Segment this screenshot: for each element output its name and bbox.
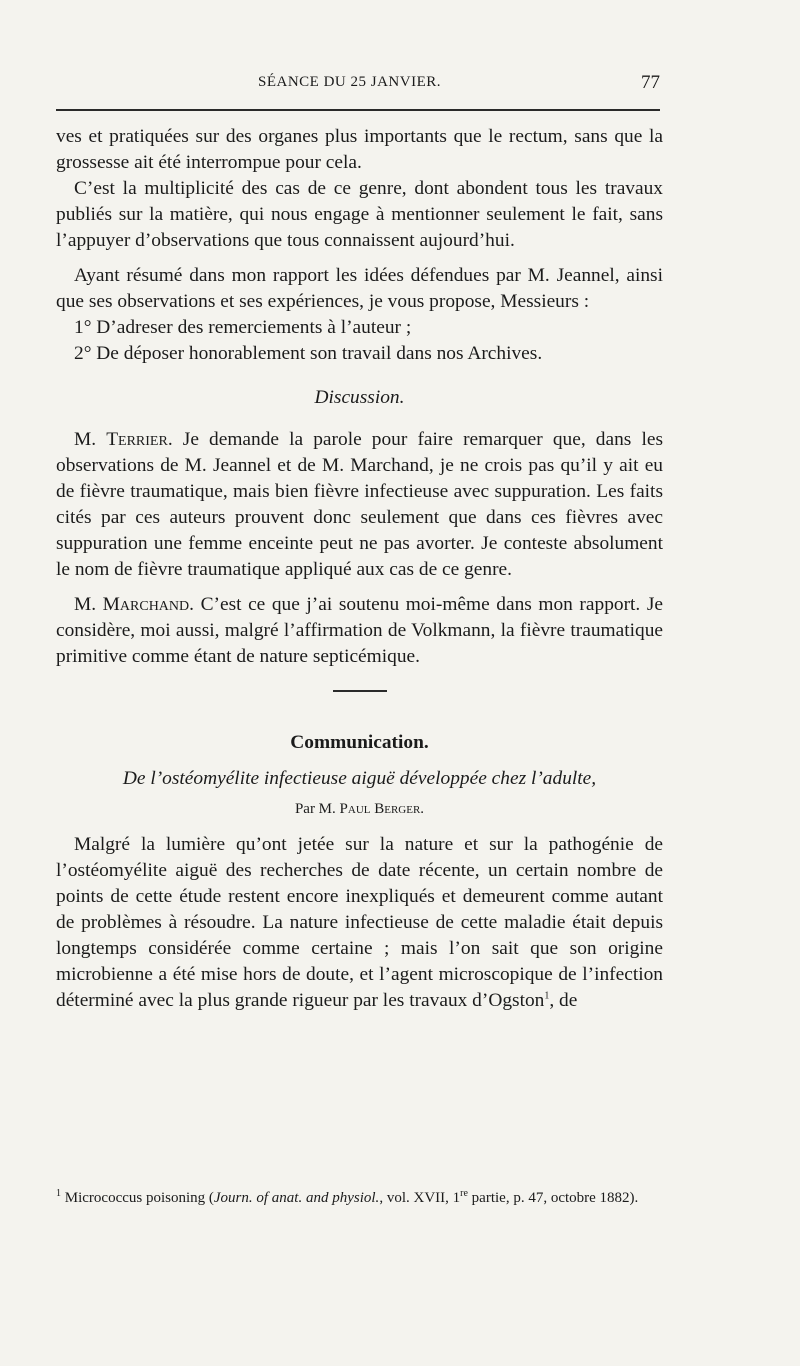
section-divider	[333, 690, 387, 692]
paragraph-multiplicite: C’est la multiplicité des cas de ce genre, dont abondent tous les travaux publiés sur la matière, qui nous engage à mentionner seulement le fait, sans l’appuyer d’observations que tous connaissent aujourd’hui.	[56, 178, 663, 251]
page-header	[0, 74, 800, 100]
communication-body	[56, 832, 663, 1014]
footnote-text-a: Micrococcus poisoning (	[61, 1190, 214, 1206]
proposal-item-1: 1° D’adreser des remerciements à l’auteur ;	[74, 317, 412, 338]
running-title: SÉANCE DU 25 JANVIER.	[258, 74, 441, 90]
header-rule	[56, 109, 660, 111]
footnote-mark: 1	[56, 1188, 61, 1199]
footnote-text-b: , vol. XVII, 1	[379, 1190, 461, 1206]
footnote-sup-re: re	[460, 1188, 468, 1199]
proposal-item-2: 2° De déposer honorablement son travail dans nos Archives.	[74, 343, 543, 364]
footnote	[56, 1187, 663, 1209]
page-number: 77	[641, 72, 660, 93]
communication-title: De l’ostéomyélite infectieuse aiguë développée chez l’adulte,	[122, 768, 597, 789]
terrier-remark-text: . Je demande la parole pour faire remarquer que, dans les observations de M. Jeannel et de M. Marchand, je ne crois pas qu’il y ait eu de fièvre traumatique, mais bien fièvre infectieuse avec suppuration. Les faits cités par ces auteurs prouvent donc seulement que dans ces fièvres avec suppuration une femme enceinte peut ne pas avorter. Je conteste absolument le nom de fièvre traumatique appliqué aux cas de ce genre.	[56, 429, 663, 580]
footnote-text-c: partie, p. 47, octobre 1882).	[467, 1190, 639, 1206]
footnote-journal: Journ. of anat. and physiol.	[213, 1190, 380, 1206]
communication-byline	[56, 796, 663, 822]
communication-body-text: Malgré la lumière qu’ont jetée sur la nature et sur la pathogénie de l’ostéomyélite aiguë des recherches de date récente, un certain nombre de points de cette étude restent encore inexpliqués et demeurent comme autant de problèmes à résoudre. La nature infectieuse de cette maladie était depuis longtemps considérée comme certaine ; mais l’on sait que son origine microbienne a été mise hors de doute, et l’agent microscopique de l’infection déterminé avec la plus grande rigueur par les travaux d’Ogston	[56, 834, 663, 1011]
marchand-remark	[56, 592, 663, 670]
speaker-prefix: M.	[74, 429, 97, 450]
speaker-name-marchand: Marchand	[102, 594, 190, 615]
body-text	[56, 124, 663, 1014]
communication-body-end: , de	[549, 990, 578, 1011]
byline-suffix: .	[420, 801, 425, 817]
communication-heading: Communication.	[290, 732, 429, 753]
author-name: Paul Berger	[339, 801, 421, 817]
discussion-heading: Discussion.	[314, 387, 405, 408]
byline-prefix: Par M.	[294, 801, 336, 817]
paragraph-proposal: Ayant résumé dans mon rapport les idées défendues par M. Jeannel, ainsi que ses observations et ses expériences, je vous propose, Messieurs :	[56, 265, 663, 312]
paragraph-continuation: ves et pratiquées sur des organes plus importants que le rectum, sans que la grossesse ait été interrompue pour cela.	[56, 126, 663, 173]
marchand-remark-text: . C’est ce que j’ai soutenu moi-même dans mon rapport. Je considère, moi aussi, malgré l’affirmation de Volkmann, la fièvre traumatique primitive comme étant de nature septicémique.	[56, 594, 663, 667]
terrier-remark	[56, 427, 663, 583]
footnote-reference: 1	[544, 990, 550, 1002]
speaker-prefix: M.	[74, 594, 97, 615]
speaker-name-terrier: Terrier	[106, 429, 168, 450]
